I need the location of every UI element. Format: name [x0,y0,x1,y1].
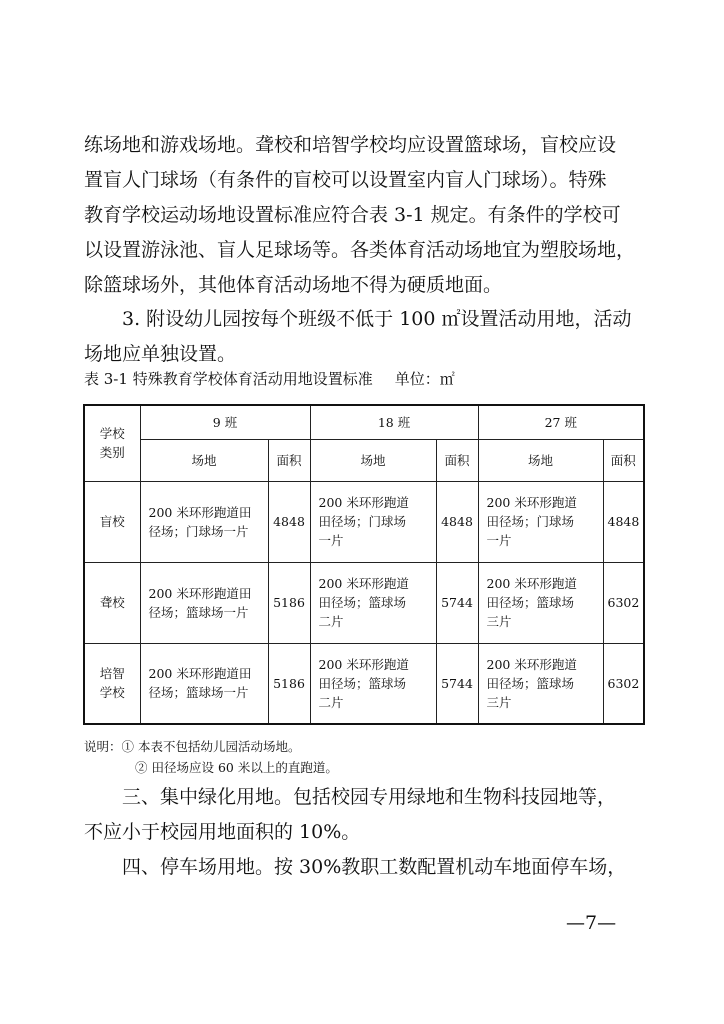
note-1: 说明：① 本表不包括幼儿园活动场地。 [84,739,301,754]
row-category: 聋校 [84,562,140,643]
text-line: 不应小于校园用地面积的 10%。 [84,821,361,843]
venue-cell: 200 米环形跑道田 径场；门球场一片 [140,481,268,562]
venue-cell: 200 米环形跑道 田径场；篮球场 二片 [310,643,436,724]
sub-header-venue: 场地 [310,439,436,481]
area-cell: 6302 [603,562,644,643]
paragraph-kindergarten [84,302,640,372]
sub-header-venue: 场地 [140,439,268,481]
row-category: 培智 学校 [84,643,140,724]
text-line: 3. 附设幼儿园按每个班级不低于 100 ㎡设置活动用地，活动 [122,308,632,330]
paragraph-green-land [84,780,640,850]
area-cell: 5186 [268,562,310,643]
area-cell: 4848 [603,481,644,562]
paragraph-sports-venues [84,128,640,303]
text-line: 教育学校运动场地设置标准应符合表 3-1 规定。有条件的学校可 [84,204,621,226]
area-cell: 5744 [436,643,478,724]
sub-header-area: 面积 [603,439,644,481]
table-row [84,481,644,562]
venue-cell: 200 米环形跑道 田径场；篮球场 二片 [310,562,436,643]
text-line: 练场地和游戏场地。聋校和培智学校均应设置篮球场，盲校应设 [84,134,617,156]
venue-cell: 200 米环形跑道 田径场；门球场 一片 [310,481,436,562]
table-unit: 单位：㎡ [394,370,455,388]
sub-header-venue: 场地 [478,439,603,481]
venue-cell: 200 米环形跑道田 径场；篮球场一片 [140,643,268,724]
sports-land-standard-table [83,404,645,725]
venue-cell: 200 米环形跑道 田径场；篮球场 三片 [478,643,603,724]
paragraph-parking [84,850,640,885]
page-number: —7— [566,912,617,934]
table-row [84,562,644,643]
table-notes [84,736,644,778]
text-line: 除篮球场外，其他体育活动场地不得为硬质地面。 [84,274,503,296]
table-title: 表 3-1 特殊教育学校体育活动用地设置标准 [84,370,373,388]
area-cell: 5744 [436,562,478,643]
group-header-18: 18 班 [310,405,478,439]
venue-cell: 200 米环形跑道田 径场；篮球场一片 [140,562,268,643]
text-line: 以设置游泳池、盲人足球场等。各类体育活动场地宜为塑胶场地， [84,239,636,261]
group-header-9: 9 班 [140,405,310,439]
group-header-27: 27 班 [478,405,644,439]
area-cell: 4848 [268,481,310,562]
text-line: 三、集中绿化用地。包括校园专用绿地和生物科技园地等， [122,786,617,808]
table-row [84,643,644,724]
note-2: ② 田径场应设 60 米以上的直跑道。 [135,760,338,775]
row-category: 盲校 [84,481,140,562]
text-line: 场地应单独设置。 [84,343,237,365]
sub-header-area: 面积 [268,439,310,481]
venue-cell: 200 米环形跑道 田径场；门球场 一片 [478,481,603,562]
venue-cell: 200 米环形跑道 田径场；篮球场 三片 [478,562,603,643]
text-line: 置盲人门球场（有条件的盲校可以设置室内盲人门球场）。特殊 [84,169,607,191]
area-cell: 4848 [436,481,478,562]
corner-header: 学校 类别 [84,405,140,481]
sub-header-area: 面积 [436,439,478,481]
text-line: 四、停车场用地。按 30%教职工数配置机动车地面停车场， [122,856,627,878]
area-cell: 5186 [268,643,310,724]
table-caption [84,369,644,389]
area-cell: 6302 [603,643,644,724]
